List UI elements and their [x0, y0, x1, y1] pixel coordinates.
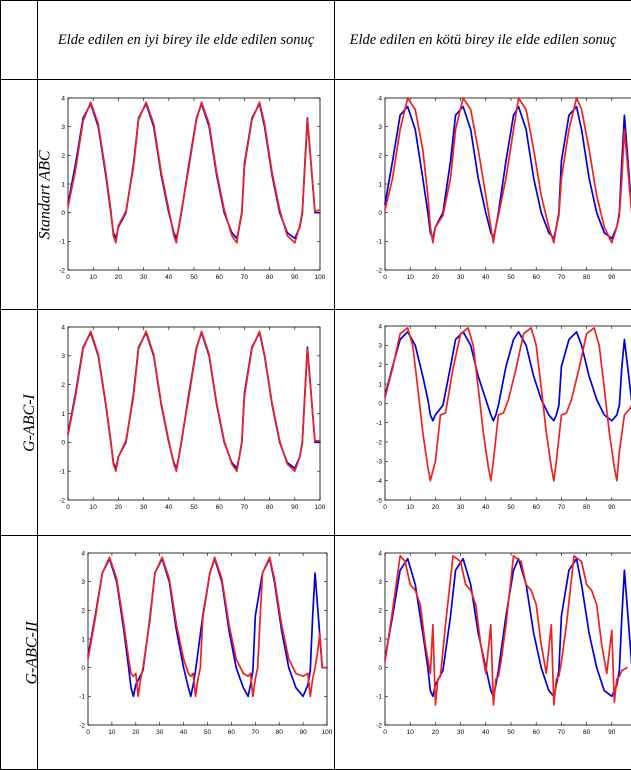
x-tick-label: 50	[507, 274, 515, 281]
y-tick-label: -1	[79, 694, 85, 701]
y-tick-label: 1	[61, 181, 65, 188]
y-tick-label: 4	[378, 550, 382, 557]
cell-standart-worst	[335, 80, 631, 310]
x-tick-label: 10	[90, 274, 98, 281]
x-tick-label: 10	[407, 504, 415, 511]
y-tick-label: 3	[378, 343, 382, 350]
row-label-g-abc-ii	[1, 536, 38, 770]
x-tick-label: 70	[558, 504, 566, 511]
y-tick-label: -2	[376, 267, 382, 274]
chart-g-abc-i-best	[56, 325, 324, 516]
x-tick-label: 10	[407, 274, 415, 281]
x-tick-label: 100	[315, 274, 326, 281]
y-tick-label: 3	[81, 579, 85, 586]
plot-frame	[385, 553, 631, 725]
x-tick-label: 70	[558, 274, 566, 281]
x-tick-label: 80	[266, 274, 274, 281]
y-tick-label: -2	[59, 497, 65, 504]
x-tick-label: 0	[383, 729, 387, 736]
row-label-g-abc-i	[1, 310, 38, 536]
x-tick-label: 0	[383, 274, 387, 281]
plot-frame	[385, 326, 631, 500]
x-tick-label: 60	[533, 274, 541, 281]
y-tick-label: 1	[378, 381, 382, 388]
y-tick-label: -4	[376, 478, 382, 485]
x-tick-label: 80	[266, 504, 274, 511]
x-tick-label: 90	[608, 504, 616, 511]
y-tick-label: -2	[376, 722, 382, 729]
x-tick-label: 20	[432, 729, 440, 736]
y-tick-label: 4	[61, 95, 65, 102]
plot-frame	[88, 553, 327, 725]
x-tick-label: 40	[165, 504, 173, 511]
y-tick-label: -5	[376, 497, 382, 504]
y-tick-label: 1	[61, 411, 65, 418]
y-tick-label: -1	[59, 239, 65, 246]
x-tick-label: 0	[383, 504, 387, 511]
x-tick-label: 10	[90, 504, 98, 511]
x-tick-label: 30	[156, 729, 164, 736]
y-tick-label: 3	[61, 353, 65, 360]
x-tick-label: 100	[322, 729, 333, 736]
plot-frame	[68, 327, 320, 500]
y-tick-label: 2	[81, 608, 85, 615]
corner-cell	[1, 1, 38, 80]
y-tick-label: 4	[61, 324, 65, 331]
row-label-text: Standart ABC	[37, 150, 55, 239]
x-tick-label: 40	[180, 729, 188, 736]
y-tick-label: 0	[61, 440, 65, 447]
y-tick-label: 3	[61, 124, 65, 131]
x-tick-label: 10	[108, 729, 116, 736]
x-tick-label: 70	[241, 274, 249, 281]
y-tick-label: -1	[59, 468, 65, 475]
y-tick-label: 0	[81, 665, 85, 672]
x-tick-label: 40	[482, 729, 490, 736]
x-tick-label: 70	[252, 729, 260, 736]
x-tick-label: 80	[583, 274, 591, 281]
x-tick-label: 80	[583, 729, 591, 736]
y-tick-label: 3	[378, 124, 382, 131]
x-tick-label: 90	[291, 504, 299, 511]
y-tick-label: 2	[378, 362, 382, 369]
col-header-worst: Elde edilen en kötü birey ile elde edilen sonuç	[335, 1, 631, 80]
x-tick-label: 90	[608, 729, 616, 736]
x-tick-label: 30	[457, 729, 465, 736]
y-tick-label: -2	[59, 267, 65, 274]
y-tick-label: -1	[376, 694, 382, 701]
chart-standart-abc-best	[56, 96, 324, 286]
x-tick-label: 0	[66, 504, 70, 511]
y-tick-label: 4	[378, 95, 382, 102]
x-tick-label: 20	[432, 274, 440, 281]
y-tick-label: 2	[378, 153, 382, 160]
chart-g-abc-ii-best	[76, 551, 331, 741]
x-tick-label: 100	[315, 504, 326, 511]
y-tick-label: 4	[81, 550, 85, 557]
x-tick-label: 20	[115, 274, 123, 281]
y-tick-label: -1	[376, 239, 382, 246]
x-tick-label: 60	[216, 274, 224, 281]
y-tick-label: 1	[378, 181, 382, 188]
chart-standart-abc-worst	[373, 96, 631, 286]
x-tick-label: 30	[457, 274, 465, 281]
x-tick-label: 30	[140, 274, 148, 281]
chart-g-abc-ii-worst	[373, 551, 631, 741]
x-tick-label: 50	[190, 504, 198, 511]
y-tick-label: 1	[378, 636, 382, 643]
x-tick-label: 60	[533, 504, 541, 511]
x-tick-label: 60	[533, 729, 541, 736]
cell-gabc2-worst	[335, 536, 631, 770]
x-tick-label: 30	[457, 504, 465, 511]
x-tick-label: 40	[482, 274, 490, 281]
y-tick-label: 0	[61, 210, 65, 217]
row-label-text: G-ABC-II	[24, 621, 42, 684]
x-tick-label: 70	[558, 729, 566, 736]
x-tick-label: 20	[115, 504, 123, 511]
y-tick-label: -2	[376, 439, 382, 446]
x-tick-label: 50	[507, 504, 515, 511]
x-tick-label: 90	[299, 729, 307, 736]
x-tick-label: 60	[216, 504, 224, 511]
y-tick-label: 2	[61, 382, 65, 389]
x-tick-label: 60	[228, 729, 236, 736]
col-header-best: Elde edilen en iyi birey ile elde edilen sonuç	[38, 1, 335, 80]
y-tick-label: 2	[61, 153, 65, 160]
y-tick-label: 0	[378, 665, 382, 672]
x-tick-label: 50	[507, 729, 515, 736]
x-tick-label: 0	[66, 274, 70, 281]
x-tick-label: 40	[482, 504, 490, 511]
chart-g-abc-i-worst	[373, 324, 631, 516]
y-tick-label: 2	[378, 608, 382, 615]
x-tick-label: 50	[190, 274, 198, 281]
y-tick-label: 1	[81, 636, 85, 643]
x-tick-label: 90	[608, 274, 616, 281]
x-tick-label: 20	[132, 729, 140, 736]
x-tick-label: 20	[432, 504, 440, 511]
y-tick-label: 0	[378, 401, 382, 408]
cell-gabc2-best	[38, 536, 335, 770]
x-tick-label: 70	[241, 504, 249, 511]
x-tick-label: 10	[407, 729, 415, 736]
x-tick-label: 80	[583, 504, 591, 511]
y-tick-label: -3	[376, 459, 382, 466]
y-tick-label: -2	[79, 722, 85, 729]
row-label-standart-abc	[1, 80, 38, 310]
x-tick-label: 40	[165, 274, 173, 281]
cell-standart-best	[38, 80, 335, 310]
x-tick-label: 50	[204, 729, 212, 736]
cell-gabc1-worst	[335, 310, 631, 536]
x-tick-label: 90	[291, 274, 299, 281]
x-tick-label: 80	[276, 729, 284, 736]
x-tick-label: 0	[86, 729, 90, 736]
cell-gabc1-best	[38, 310, 335, 536]
x-tick-label: 30	[140, 504, 148, 511]
y-tick-label: 4	[378, 323, 382, 330]
y-tick-label: 0	[378, 210, 382, 217]
y-tick-label: -1	[376, 420, 382, 427]
row-label-text: G-ABC-I	[21, 394, 39, 452]
plot-frame	[68, 98, 320, 270]
y-tick-label: 3	[378, 579, 382, 586]
